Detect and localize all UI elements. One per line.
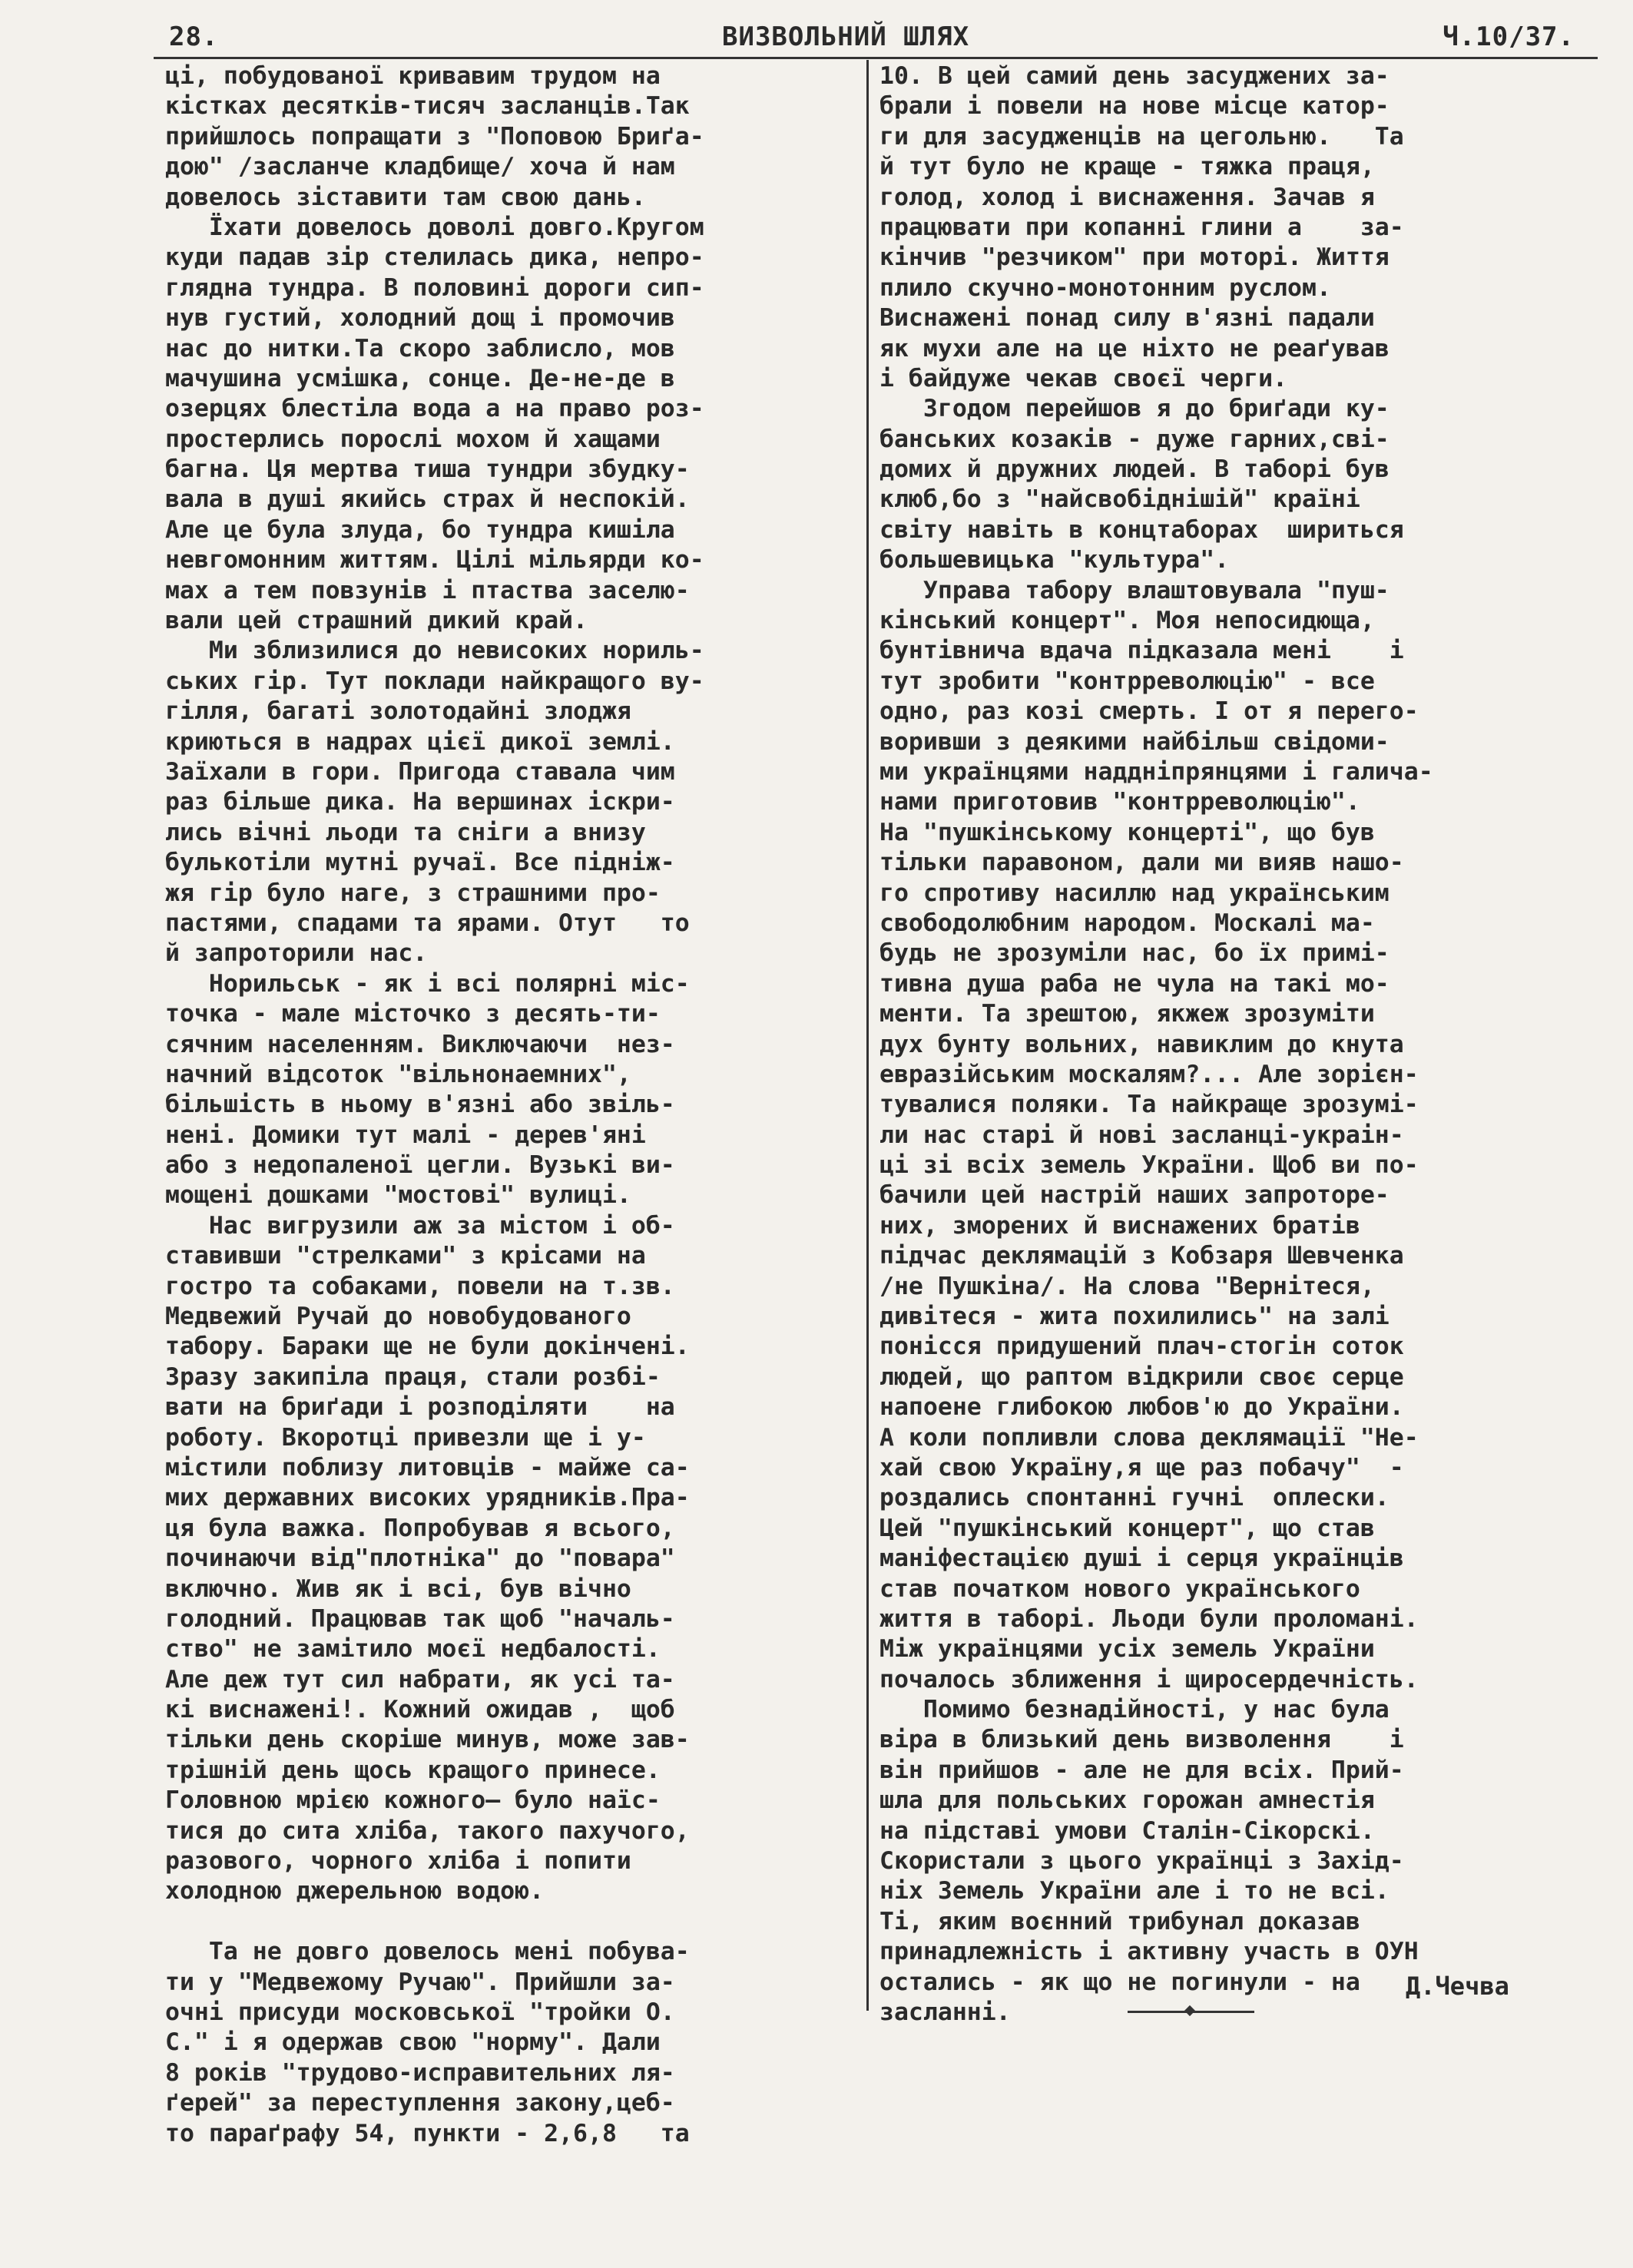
right-text-column bbox=[879, 61, 1433, 2028]
text-line: тися до сита хліба, такого пахучого, bbox=[165, 1816, 690, 1845]
text-line: він прийшов - але не для всіх. Прий- bbox=[879, 1756, 1404, 1784]
text-line: голодний. Працював так щоб "началь- bbox=[165, 1604, 675, 1633]
text-line: /не Пушкіна/. На слова "Вернітеся, bbox=[879, 1272, 1375, 1300]
author-signature: Д.Чечва bbox=[1406, 1972, 1509, 2001]
text-line: більшість в ньому в'язні або звіль- bbox=[165, 1091, 675, 1119]
text-line: раз більше дика. На вершинах іскри- bbox=[165, 788, 675, 816]
text-line: шла для польських горожан амнестія bbox=[879, 1786, 1375, 1815]
text-line: Заїхали в гори. Пригода ставала чим bbox=[165, 757, 675, 786]
text-line: клюб,бо з "найсвобіднішій" країні bbox=[879, 485, 1360, 514]
text-line: дух бунту вольних, навиклим до кнута bbox=[879, 1030, 1404, 1058]
text-line: Виснажені понад силу в'язні падали bbox=[879, 304, 1375, 333]
text-line: Управа табору влаштовувала "пуш- bbox=[879, 576, 1390, 604]
text-line: ги для засудженців на цегольню. Та bbox=[879, 122, 1404, 151]
text-line: життя в таборі. Льоди були проломані. bbox=[879, 1604, 1419, 1633]
text-line: то параґрафу 54, пункти - 2,6,8 та bbox=[165, 2119, 690, 2147]
text-line: озерцях блестіла вода а на право роз- bbox=[165, 395, 704, 423]
column-divider bbox=[866, 60, 869, 2011]
text-line: роботу. Вкоротці привезли ще і у- bbox=[165, 1423, 646, 1452]
text-line: Згодом перейшов я до бриґади ку- bbox=[879, 395, 1390, 423]
text-line: засланні. bbox=[879, 1998, 1011, 2026]
text-line: включно. Жив як і всі, був вічно bbox=[165, 1574, 631, 1603]
text-line: сячним населенням. Виключаючи нез- bbox=[165, 1030, 675, 1058]
text-line: воривши з деякими найбільш свідоми- bbox=[879, 727, 1390, 756]
text-line: тувалися поляки. Та найкраще зрозумі- bbox=[879, 1091, 1419, 1119]
end-ornament bbox=[1128, 2006, 1254, 2017]
text-line: брали і повели на нове місце катор- bbox=[879, 92, 1390, 121]
text-line: Але це була злуда, бо тундра кишіла bbox=[165, 515, 675, 544]
text-line: них, зморених й виснажених братів bbox=[879, 1211, 1360, 1240]
text-line: будь не зрозуміли нас, бо їх примі- bbox=[879, 939, 1390, 968]
text-line: Зразу закипіла праця, стали розбі- bbox=[165, 1362, 661, 1391]
text-line: остались - як що не погинули - на bbox=[879, 1968, 1360, 1996]
text-line: большевицька "культура". bbox=[879, 546, 1230, 574]
text-line: домих й дружних людей. В таборі був bbox=[879, 455, 1390, 484]
text-line: тільки день скоріше минув, може зав- bbox=[165, 1726, 690, 1754]
header-rule bbox=[154, 57, 1598, 59]
text-line: Ті, яким воєнний трибунал доказав bbox=[879, 1907, 1360, 1935]
text-line: менти. Та зрештою, якжеж зрозуміти bbox=[879, 1000, 1375, 1028]
text-line: бачили цей настрій наших запроторе- bbox=[879, 1181, 1390, 1210]
text-line: Помимо безнадійності, у нас була bbox=[879, 1696, 1390, 1724]
text-line: починаючи від"плотніка" до "повара" bbox=[165, 1545, 675, 1573]
text-line: мачушина усмішка, сонце. Де-не-де в bbox=[165, 364, 675, 392]
publication-title: ВИЗВОЛЬНИЙ ШЛЯХ bbox=[722, 22, 970, 52]
text-line: кістках десятків-тисяч засланців.Так bbox=[165, 92, 690, 121]
text-line: нами приготовив "контрреволюцію". bbox=[879, 788, 1360, 816]
text-line: голод, холод і виснаження. Зачав я bbox=[879, 183, 1375, 211]
text-line: мах а тем повзунів і птаства заселю- bbox=[165, 576, 690, 604]
text-line: став початком нового українського bbox=[879, 1574, 1360, 1603]
text-line: тільки паравоном, дали ми вияв нашо- bbox=[879, 849, 1404, 877]
text-line: ських гір. Тут поклади найкращого ву- bbox=[165, 667, 704, 695]
issue-number: Ч.10/37. bbox=[1443, 22, 1575, 52]
text-line: багна. Ця мертва тиша тундри збудку- bbox=[165, 455, 690, 484]
text-line: нув густий, холодний дощ і промочив bbox=[165, 304, 675, 333]
text-line: мих державних високих урядників.Пра- bbox=[165, 1484, 690, 1512]
text-line: вали цей страшний дикий край. bbox=[165, 607, 588, 635]
text-line: довелось зіставити там свою дань. bbox=[165, 183, 646, 211]
text-line: дою" /засланче кладбище/ хоча й нам bbox=[165, 153, 675, 181]
text-line: разового, чорного хліба і попити bbox=[165, 1847, 631, 1876]
text-line: трішній день щось кращого принесе. bbox=[165, 1756, 661, 1784]
text-line: булькотіли мутні ручаї. Все підніж- bbox=[165, 849, 675, 877]
text-line: й тут було не краще - тяжка праця, bbox=[879, 153, 1375, 181]
text-line: кі виснажені!. Кожний ожидав , щоб bbox=[165, 1696, 675, 1724]
text-line: Норильськ - як і всі полярні міс- bbox=[165, 969, 690, 998]
text-line: Скористали з цього українці з Захід- bbox=[879, 1847, 1404, 1876]
text-line: напоене глибокою любов'ю до України. bbox=[879, 1393, 1404, 1422]
text-line: А коли попливли слова деклямації "Не- bbox=[879, 1423, 1419, 1452]
text-line: С." і я одержав свою "норму". Дали bbox=[165, 2028, 661, 2057]
text-line: нас до нитки.Та скоро заблисло, мов bbox=[165, 334, 675, 363]
text-line: маніфестацією душі і серця українців bbox=[879, 1545, 1404, 1573]
text-line: ґерей" за переступлення закону,цеб- bbox=[165, 2089, 675, 2117]
text-line: містили поблизу литовців - майже са- bbox=[165, 1453, 690, 1482]
text-line: і байдуже чекав своєї черги. bbox=[879, 364, 1288, 392]
text-line: людей, що раптом відкрили своє серце bbox=[879, 1362, 1404, 1391]
text-line: куди падав зір стелилась дика, непро- bbox=[165, 243, 704, 272]
text-line: хай свою Україну,я ще раз побачу" - bbox=[879, 1453, 1404, 1482]
text-line: ми українцями наддніпрянцями і галича- bbox=[879, 757, 1433, 786]
text-line: точка - мале місточко з десять-ти- bbox=[165, 1000, 661, 1028]
text-line: бунтівнича вдача підказала мені і bbox=[879, 637, 1404, 665]
text-line: кінський концерт". Моя непосидюща, bbox=[879, 607, 1375, 635]
text-line: плило скучно-монотонним руслом. bbox=[879, 273, 1331, 302]
text-line: Та не довго довелось мені побува- bbox=[165, 1938, 690, 1966]
text-line: Цей "пушкінський концерт", що став bbox=[879, 1514, 1375, 1542]
text-line: ця була важка. Попробував я всього, bbox=[165, 1514, 675, 1542]
text-line: пастями, спадами та ярами. Отут то bbox=[165, 909, 690, 937]
text-line: гілля, багаті золотодайні злоджя bbox=[165, 697, 631, 726]
text-line: лись вічні льоди та сніги а внизу bbox=[165, 818, 646, 846]
text-line: ство" не замітило моєї недбалості. bbox=[165, 1635, 661, 1664]
text-line: банських козаків - дуже гарних,сві- bbox=[879, 425, 1390, 453]
text-line: тивна душа раба не чула на такі мо- bbox=[879, 969, 1390, 998]
text-line: дивітеся - жита похилились" на залі bbox=[879, 1303, 1390, 1331]
text-line: понісся придушений плач-стогін соток bbox=[879, 1333, 1404, 1361]
text-line: Медвежий Ручай до новобудованого bbox=[165, 1303, 631, 1331]
text-line: начний відсоток "вільнонаемних", bbox=[165, 1060, 631, 1088]
left-text-column bbox=[165, 61, 704, 2149]
text-line: невгомонним життям. Цілі мільярди ко- bbox=[165, 546, 704, 574]
text-line: 8 років "трудово-исправительних ля- bbox=[165, 2058, 675, 2087]
text-line: Між українцями усіх земель України bbox=[879, 1635, 1375, 1664]
text-line: працювати при копанні глини а за- bbox=[879, 213, 1404, 241]
text-line: ставивши "стрелками" з крісами на bbox=[165, 1242, 646, 1270]
text-line: роздались спонтанні гучні оплески. bbox=[879, 1484, 1390, 1512]
text-line: вала в душі якийсь страх й неспокій. bbox=[165, 485, 690, 514]
text-line: ли нас старі й нові засланці-украін- bbox=[879, 1121, 1404, 1149]
text-line: й запроторили нас. bbox=[165, 939, 428, 968]
text-line: на підставі умови Сталін-Сікорскі. bbox=[879, 1816, 1375, 1845]
text-line: ніх Земель України але і то не всі. bbox=[879, 1877, 1390, 1905]
text-line: принадлежність і активну участь в ОУН bbox=[879, 1938, 1419, 1966]
text-line: почалось зближення і щиросердечність. bbox=[879, 1665, 1419, 1694]
text-line: простерлись порослі мохом й хащами bbox=[165, 425, 661, 453]
text-line: як мухи але на це ніхто не реаґував bbox=[879, 334, 1390, 363]
text-line: підчас деклямацій з Кобзаря Шевченка bbox=[879, 1242, 1404, 1270]
text-line: глядна тундра. В половині дороги сип- bbox=[165, 273, 704, 302]
text-line: табору. Бараки ще не були докінчені. bbox=[165, 1333, 690, 1361]
text-line: Але деж тут сил набрати, як усі та- bbox=[165, 1665, 675, 1694]
text-line: кінчив "резчиком" при моторі. Життя bbox=[879, 243, 1390, 272]
text-line: го спротиву насиллю над українським bbox=[879, 879, 1390, 907]
text-line: Нас вигрузили аж за містом і об- bbox=[165, 1211, 675, 1240]
text-line: На "пушкінському концерті", що був bbox=[879, 818, 1375, 846]
text-line: ти у "Медвежому Ручаю". Прийшли за- bbox=[165, 1968, 675, 1996]
text-line: ці, побудованої кривавим трудом на bbox=[165, 62, 661, 90]
text-line: криються в надрах цієї дикої землі. bbox=[165, 727, 675, 756]
text-line: свободолюбним народом. Москалі ма- bbox=[879, 909, 1375, 937]
text-line bbox=[165, 1907, 704, 1937]
text-line: холодною джерельною водою. bbox=[165, 1877, 545, 1905]
text-line: одно, раз козі смерть. І от я перего- bbox=[879, 697, 1419, 726]
text-line: евразійським москалям?... Але зорієн- bbox=[879, 1060, 1419, 1088]
text-line: вати на бриґади і розподіляти на bbox=[165, 1393, 675, 1422]
text-line: віра в близький день визволення і bbox=[879, 1726, 1404, 1754]
text-line: тут зробити "контрреволюцію" - все bbox=[879, 667, 1375, 695]
page-header bbox=[161, 22, 1575, 55]
text-line: світу навіть в концтаборах шириться bbox=[879, 515, 1404, 544]
text-line: Головною мрією кожного— було наїс- bbox=[165, 1786, 661, 1815]
text-line: очні присуди московської "тройки О. bbox=[165, 1998, 675, 2026]
text-line: або з недопаленої цегли. Вузькі ви- bbox=[165, 1151, 675, 1180]
page-number: 28. bbox=[169, 22, 219, 52]
text-line: жя гір було наге, з страшними про- bbox=[165, 879, 661, 907]
text-line: мощені дошками "мостові" вулиці. bbox=[165, 1181, 631, 1210]
text-line: Ми зблизилися до невисоких нориль- bbox=[165, 637, 704, 665]
text-line: ці зі всіх земель України. Щоб ви по- bbox=[879, 1151, 1419, 1180]
text-line: 10. В цей самий день засуджених за- bbox=[879, 62, 1390, 90]
text-line: нені. Домики тут малі - дерев'яні bbox=[165, 1121, 646, 1149]
text-line: Їхати довелось доволі довго.Кругом bbox=[165, 213, 704, 241]
text-line: гостро та собаками, повели на т.зв. bbox=[165, 1272, 675, 1300]
text-line: прийшлось попращати з "Поповою Бриґа- bbox=[165, 122, 704, 151]
